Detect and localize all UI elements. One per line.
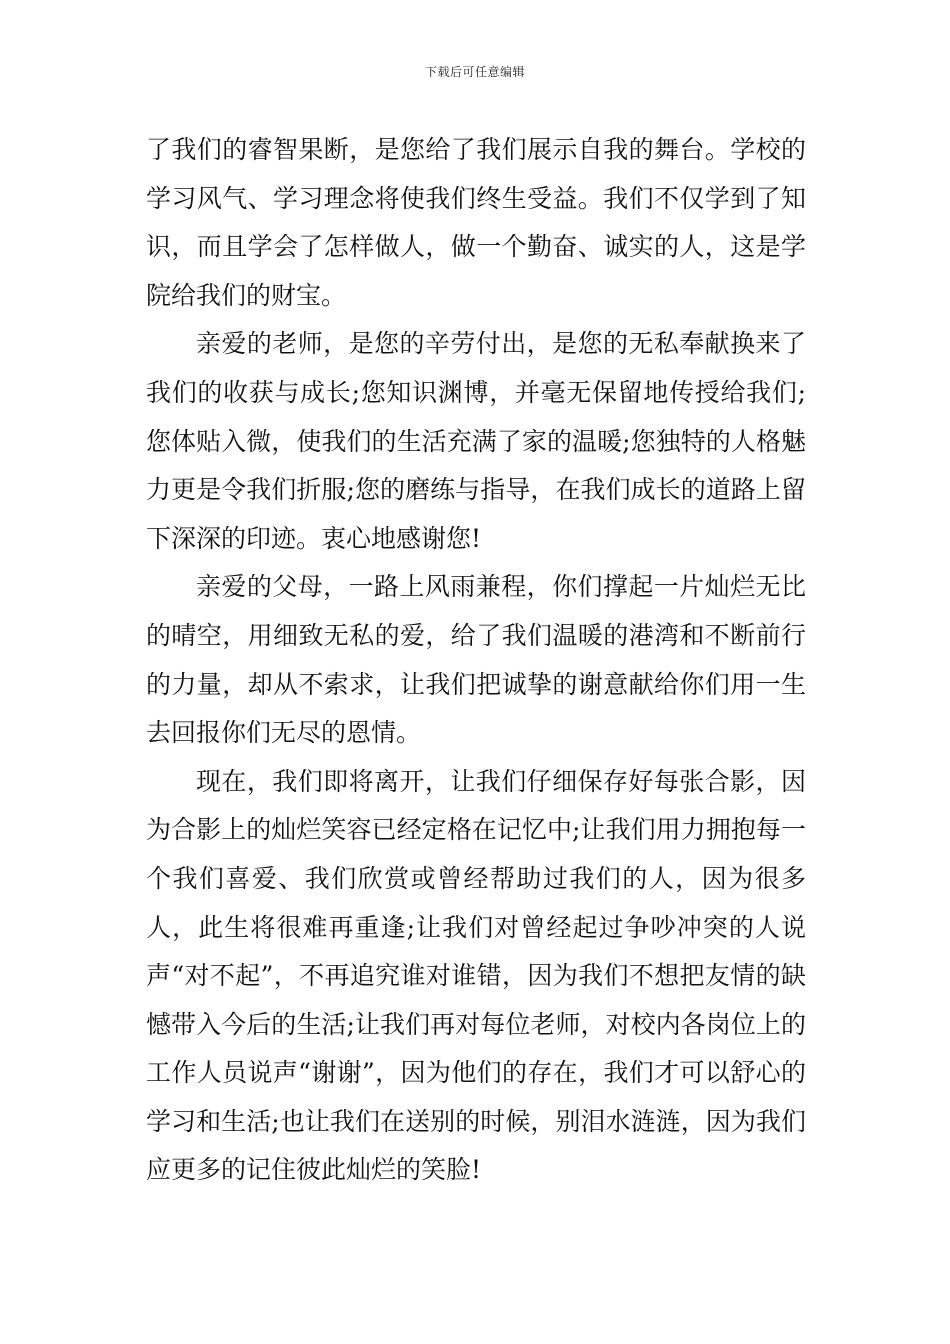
document-body (146, 126, 806, 1195)
paragraph-farewell: 现在，我们即将离开，让我们仔细保存好每张合影，因为合影上的灿烂笑容已经定格在记忆中;让我们用力拥抱每一个我们喜爱、我们欣赏或曾经帮助过我们的人，因为很多人，此生将很难再重逢;让我们对曾经起过争吵冲突的人说声“对不起”，不再追究谁对谁错，因为我们不想把友情的缺憾带入今后的生活;让我们再对每位老师，对校内各岗位上的工作人员说声“谢谢”，因为他们的存在，我们才可以舒心的学习和生活;也让我们在送别的时候，别泪水涟涟，因为我们应更多的记住彼此灿烂的笑脸! (146, 766, 806, 1185)
paragraph-continuation: 了我们的睿智果断，是您给了我们展示自我的舞台。学校的学习风气、学习理念将使我们终生受益。我们不仅学到了知识，而且学会了怎样做人，做一个勤奋、诚实的人，这是学院给我们的财宝。 (146, 135, 806, 310)
page-header: 下载后可任意编辑 (424, 65, 525, 79)
paragraph-parents: 亲爱的父母，一路上风雨兼程，你们撑起一片灿烂无比的晴空，用细致无私的爱，给了我们温暖的港湾和不断前行的力量，却从不索求，让我们把诚挚的谢意献给你们用一生去回报你们无尽的恩情。 (146, 572, 806, 748)
paragraph-teachers: 亲爱的老师，是您的辛劳付出，是您的无私奉献换来了我们的收获与成长;您知识渊博，并毫无保留地传授给我们;您体贴入微，使我们的生活充满了家的温暖;您独特的人格魅力更是令我们折服;您的磨练与指导，在我们成长的道路上留下深深的印迹。衷心地感谢您! (146, 329, 806, 553)
